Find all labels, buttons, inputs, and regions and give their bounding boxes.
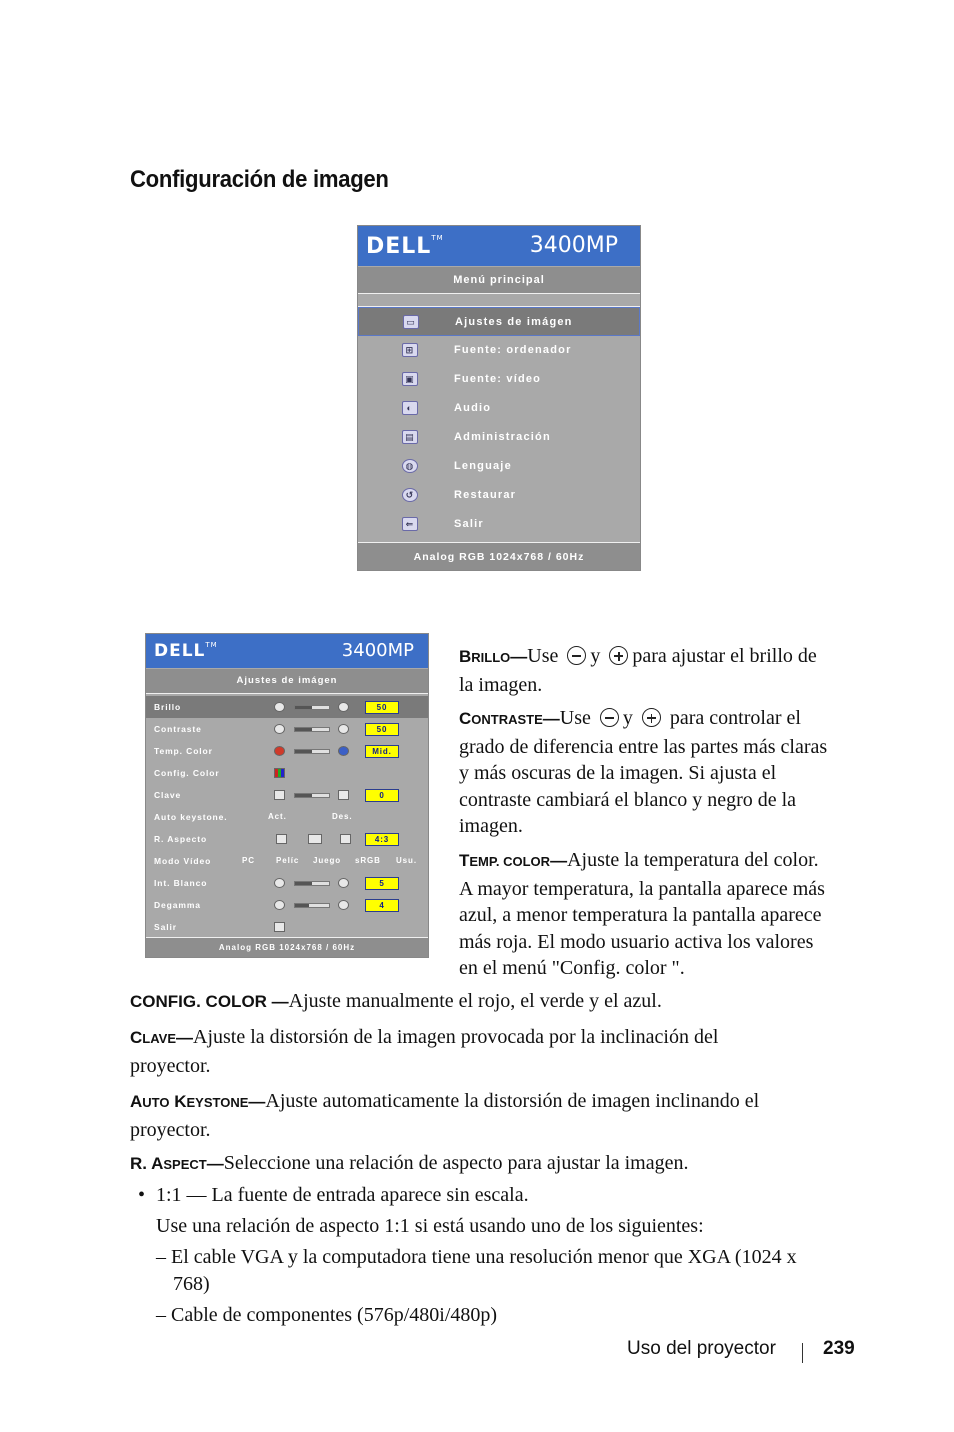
aspect-1-1-icon[interactable] xyxy=(276,834,287,844)
modo-srgb[interactable]: sRGB xyxy=(355,856,381,865)
divider xyxy=(146,693,428,694)
minus-button-icon xyxy=(600,708,619,727)
footer-section: Uso del proyector xyxy=(627,1338,776,1359)
footer-divider xyxy=(802,1343,803,1363)
contraste-value: 50 xyxy=(365,723,399,736)
term-auto-keystone: AUTO KEYSTONE— xyxy=(130,1092,266,1111)
contrast-high-icon xyxy=(338,724,349,734)
setting-auto-keystone[interactable]: Auto keystone. Act. Des. xyxy=(146,806,428,828)
menu-item-ajustes-imagen[interactable]: ▭ Ajustes de imágen xyxy=(358,307,640,336)
rgb-icon xyxy=(274,768,285,778)
menu-item-audio[interactable]: ◐ Audio xyxy=(358,394,640,423)
clave-value: 0 xyxy=(365,789,399,802)
auto-keystone-description: AUTO KEYSTONE—Ajuste automaticamente la distorsión de imagen inclinando el proyector. xyxy=(130,1090,760,1141)
dell-logo: DELL™ xyxy=(154,641,218,661)
monitor-icon: ▭ xyxy=(403,315,419,329)
minus-button-icon xyxy=(567,646,586,665)
model-name: 3400MP xyxy=(341,640,414,661)
globe-icon: ◍ xyxy=(402,459,418,473)
menu-item-administracion[interactable]: ▤ Administración xyxy=(358,423,640,452)
keystone-down-icon xyxy=(274,790,285,800)
speaker-icon: ◐ xyxy=(402,401,418,415)
model-name: 3400MP xyxy=(529,233,618,258)
aspect-description: R. ASPECT—Seleccione una relación de aspecto para ajustar la imagen. xyxy=(130,1152,689,1174)
term-config-color: CONFIG. COLOR — xyxy=(130,992,289,1011)
modo-pc[interactable]: PC xyxy=(242,856,255,865)
bullet-line-1: 1:1 — La fuente de entrada aparece sin escala. xyxy=(156,1184,529,1206)
aspecto-value: 4:3 xyxy=(365,833,399,846)
term-temp-color: TEMP. COLOR— xyxy=(459,851,568,870)
bullet-mark: • xyxy=(138,1184,146,1206)
contraste-description: CONTRASTE—Use y para controlar el grado de diferencia entre las partes más claras y más oscuras de la imagen. Si ajusta el contraste cambiará el blanco y negro de la imagen. xyxy=(459,707,828,837)
osd-status-bar: Analog RGB 1024x768 / 60Hz xyxy=(358,542,640,570)
setting-degamma[interactable]: Degamma 4 xyxy=(146,894,428,916)
osd-header xyxy=(146,634,428,668)
temp-color-slider[interactable] xyxy=(294,749,330,754)
osd-main-menu xyxy=(357,225,641,571)
color-warm-icon xyxy=(274,746,285,756)
brillo-slider[interactable] xyxy=(294,705,330,710)
setting-temp-color[interactable]: Temp. Color Mid. xyxy=(146,740,428,762)
plus-button-icon xyxy=(609,646,628,665)
degamma-slider[interactable] xyxy=(294,903,330,908)
osd-image-settings-menu xyxy=(145,633,429,958)
int-blanco-slider[interactable] xyxy=(294,881,330,886)
degamma-value: 4 xyxy=(365,899,399,912)
menu-title: Ajustes de imágen xyxy=(146,669,428,693)
degamma-low-icon xyxy=(274,900,285,910)
modo-juego[interactable]: Juego xyxy=(313,856,342,865)
bullet-sub-1: – El cable VGA y la computadora tiene una resolución menor que XGA (1024 x 768) xyxy=(156,1246,797,1295)
color-cool-icon xyxy=(338,746,349,756)
osd-status-bar: Analog RGB 1024x768 / 60Hz xyxy=(146,937,428,957)
exit-arrow-icon xyxy=(274,922,285,932)
term-r-aspect: R. ASPECT— xyxy=(130,1154,224,1173)
menu-item-fuente-ordenador[interactable]: ⊞ Fuente: ordenador xyxy=(358,336,640,365)
bullet-sub-2: – Cable de componentes (576p/480i/480p) xyxy=(156,1304,498,1326)
dell-logo: DELL™ xyxy=(366,234,444,259)
bullet-line-2: Use una relación de aspecto 1:1 si está usando uno de los siguientes: xyxy=(156,1215,704,1237)
osd-header xyxy=(358,226,640,266)
white-high-icon xyxy=(338,878,349,888)
reset-icon: ↺ xyxy=(402,488,418,502)
setting-int-blanco[interactable]: Int. Blanco 5 xyxy=(146,872,428,894)
setting-salir[interactable]: Salir xyxy=(146,916,428,938)
setting-r-aspecto[interactable]: R. Aspecto 4:3 xyxy=(146,828,428,850)
auto-keystone-off[interactable]: Des. xyxy=(332,812,353,821)
modo-usu[interactable]: Usu. xyxy=(396,856,417,865)
menu-title: Menú principal xyxy=(358,267,640,293)
brillo-value: 50 xyxy=(365,701,399,714)
aspect-4-3-icon[interactable] xyxy=(340,834,351,844)
admin-icon: ▤ xyxy=(402,430,418,444)
aspect-bullet xyxy=(138,1182,868,1209)
menu-item-fuente-video[interactable]: ▣ Fuente: vídeo xyxy=(358,365,640,394)
contraste-slider[interactable] xyxy=(294,727,330,732)
page-number: 239 xyxy=(823,1338,855,1359)
computer-icon: ⊞ xyxy=(402,343,418,357)
menu-item-lenguaje[interactable]: ◍ Lenguaje xyxy=(358,452,640,481)
degamma-high-icon xyxy=(338,900,349,910)
setting-modo-video[interactable]: Modo Vídeo PC Pelíc Juego sRGB Usu. xyxy=(146,850,428,872)
video-icon: ▣ xyxy=(402,372,418,386)
contrast-low-icon xyxy=(274,724,285,734)
exit-arrow-icon: ⇐ xyxy=(402,517,418,531)
aspect-16-9-icon[interactable] xyxy=(308,834,322,844)
sun-large-icon xyxy=(338,702,349,712)
sun-small-icon xyxy=(274,702,285,712)
int-blanco-value: 5 xyxy=(365,877,399,890)
keystone-up-icon xyxy=(338,790,349,800)
setting-contraste[interactable]: Contraste 50 xyxy=(146,718,428,740)
clave-description: CLAVE—Ajuste la distorsión de la imagen provocada por la inclinación del proyector. xyxy=(130,1026,719,1077)
page-heading: Configuración de imagen xyxy=(130,166,389,193)
modo-pelic[interactable]: Pelíc xyxy=(276,856,300,865)
clave-slider[interactable] xyxy=(294,793,330,798)
term-contraste: CONTRASTE— xyxy=(459,709,560,728)
menu-item-salir[interactable]: ⇐ Salir xyxy=(358,510,640,539)
brillo-description: BRILLO—Use y para ajustar el brillo de la imagen. xyxy=(459,645,817,696)
temp-color-value: Mid. xyxy=(365,745,399,758)
divider xyxy=(358,293,640,294)
white-low-icon xyxy=(274,878,285,888)
setting-clave[interactable]: Clave 0 xyxy=(146,784,428,806)
term-brillo: BRILLO— xyxy=(459,647,528,666)
setting-config-color[interactable]: Config. Color xyxy=(146,762,428,784)
term-clave: CLAVE— xyxy=(130,1028,193,1047)
temp-color-description: TEMP. COLOR—Ajuste la temperatura del color. A mayor temperatura, la pantalla aparece más azul, a menor temperatura la pantalla aparece más roja. El modo usuario activa los valores en el menú "Config. color ". xyxy=(459,849,825,979)
setting-brillo[interactable]: Brillo 50 xyxy=(146,696,428,718)
auto-keystone-on[interactable]: Act. xyxy=(268,812,287,821)
plus-button-icon xyxy=(642,708,661,727)
menu-item-restaurar[interactable]: ↺ Restaurar xyxy=(358,481,640,510)
config-color-description: CONFIG. COLOR —Ajuste manualmente el rojo, el verde y el azul. xyxy=(130,990,662,1012)
